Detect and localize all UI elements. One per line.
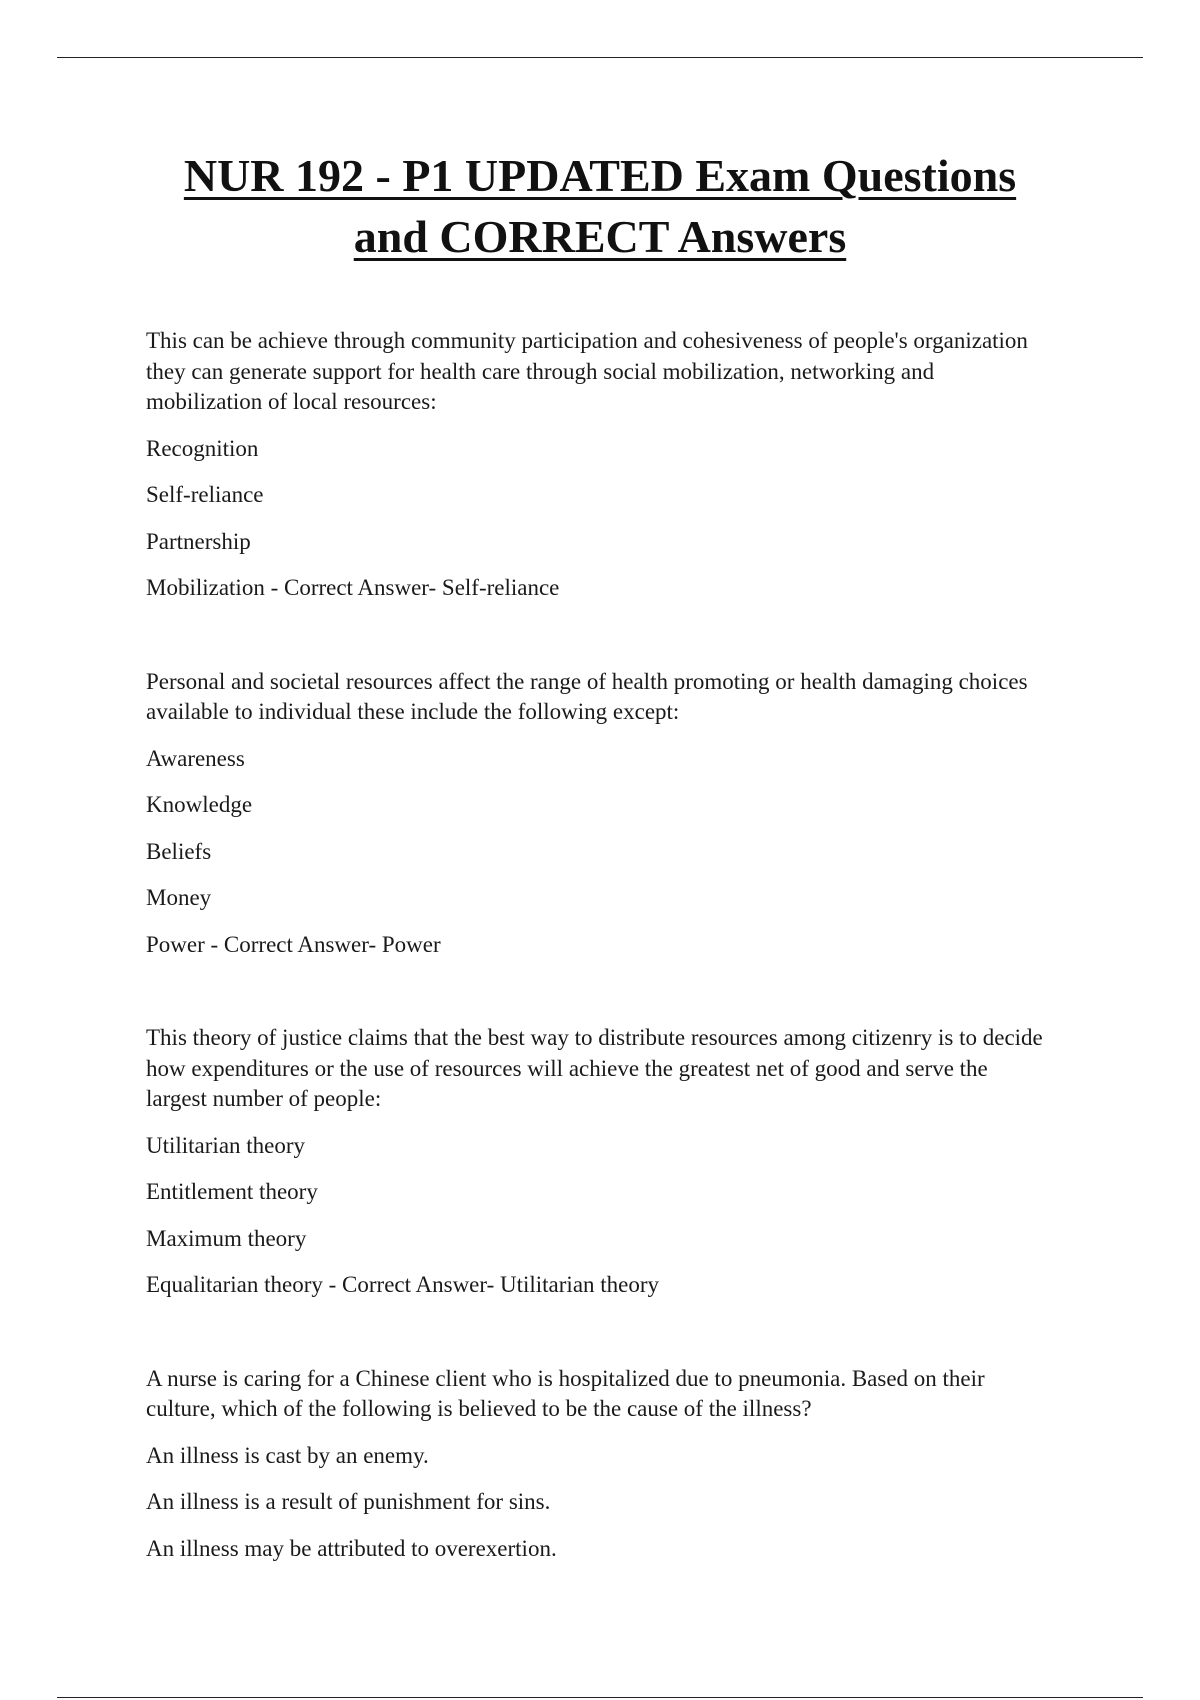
option-equalitarian-theory-with-answer: Equalitarian theory - Correct Answer- Utilitarian theory [146, 1272, 660, 1297]
answer-options [146, 1131, 1046, 1301]
option-money: Money [146, 885, 212, 910]
option-awareness: Awareness [146, 745, 245, 771]
footer-rule [57, 1697, 1143, 1698]
option-entitlement-theory: Entitlement theory [146, 1179, 318, 1204]
header-rule [57, 57, 1143, 58]
question-1 [146, 326, 1046, 604]
option-mobilization-with-answer: Mobilization - Correct Answer- Self-reliance [146, 575, 560, 600]
option-maximum-theory: Maximum theory [146, 1225, 307, 1251]
title-line-1: NUR 192 - P1 UPDATED Exam Questions [183, 150, 1017, 201]
question-list [146, 326, 1046, 1627]
question-text: This can be achieve through community participation and cohesiveness of people's organization they can generate support for health care through social mobilization, networking and mobilization of local resources: [146, 328, 1028, 414]
option-recognition: Recognition [146, 435, 259, 461]
answer-options [146, 744, 1046, 961]
option-cast-by-enemy: An illness is cast by an enemy. [146, 1442, 429, 1468]
option-beliefs: Beliefs [146, 838, 212, 864]
option-knowledge: Knowledge [146, 792, 253, 817]
answer-options [146, 434, 1046, 604]
question-text: Personal and societal resources affect the range of health promoting or health damaging choices available to individual these include the following except: [146, 668, 1028, 724]
question-text: A nurse is caring for a Chinese client who is hospitalized due to pneumonia. Based on their culture, which of the following is believed to be the cause of the illness? [146, 1365, 985, 1421]
document-title [100, 145, 1100, 267]
question-4 [146, 1364, 1046, 1565]
question-3 [146, 1023, 1046, 1301]
option-utilitarian-theory: Utilitarian theory [146, 1132, 306, 1158]
option-overexertion: An illness may be attributed to overexertion. [146, 1535, 557, 1561]
question-text: This theory of justice claims that the best way to distribute resources among citizenry is to decide how expenditures or the use of resources will achieve the greatest net of good and serve the largest number of people: [146, 1025, 1043, 1111]
option-self-reliance: Self-reliance [146, 482, 264, 507]
option-power-with-answer: Power - Correct Answer- Power [146, 931, 441, 957]
option-punishment-for-sins: An illness is a result of punishment for sins. [146, 1489, 551, 1514]
option-partnership: Partnership [146, 528, 251, 554]
answer-options [146, 1441, 1046, 1565]
title-line-2: and CORRECT Answers [353, 211, 847, 262]
question-2 [146, 667, 1046, 961]
